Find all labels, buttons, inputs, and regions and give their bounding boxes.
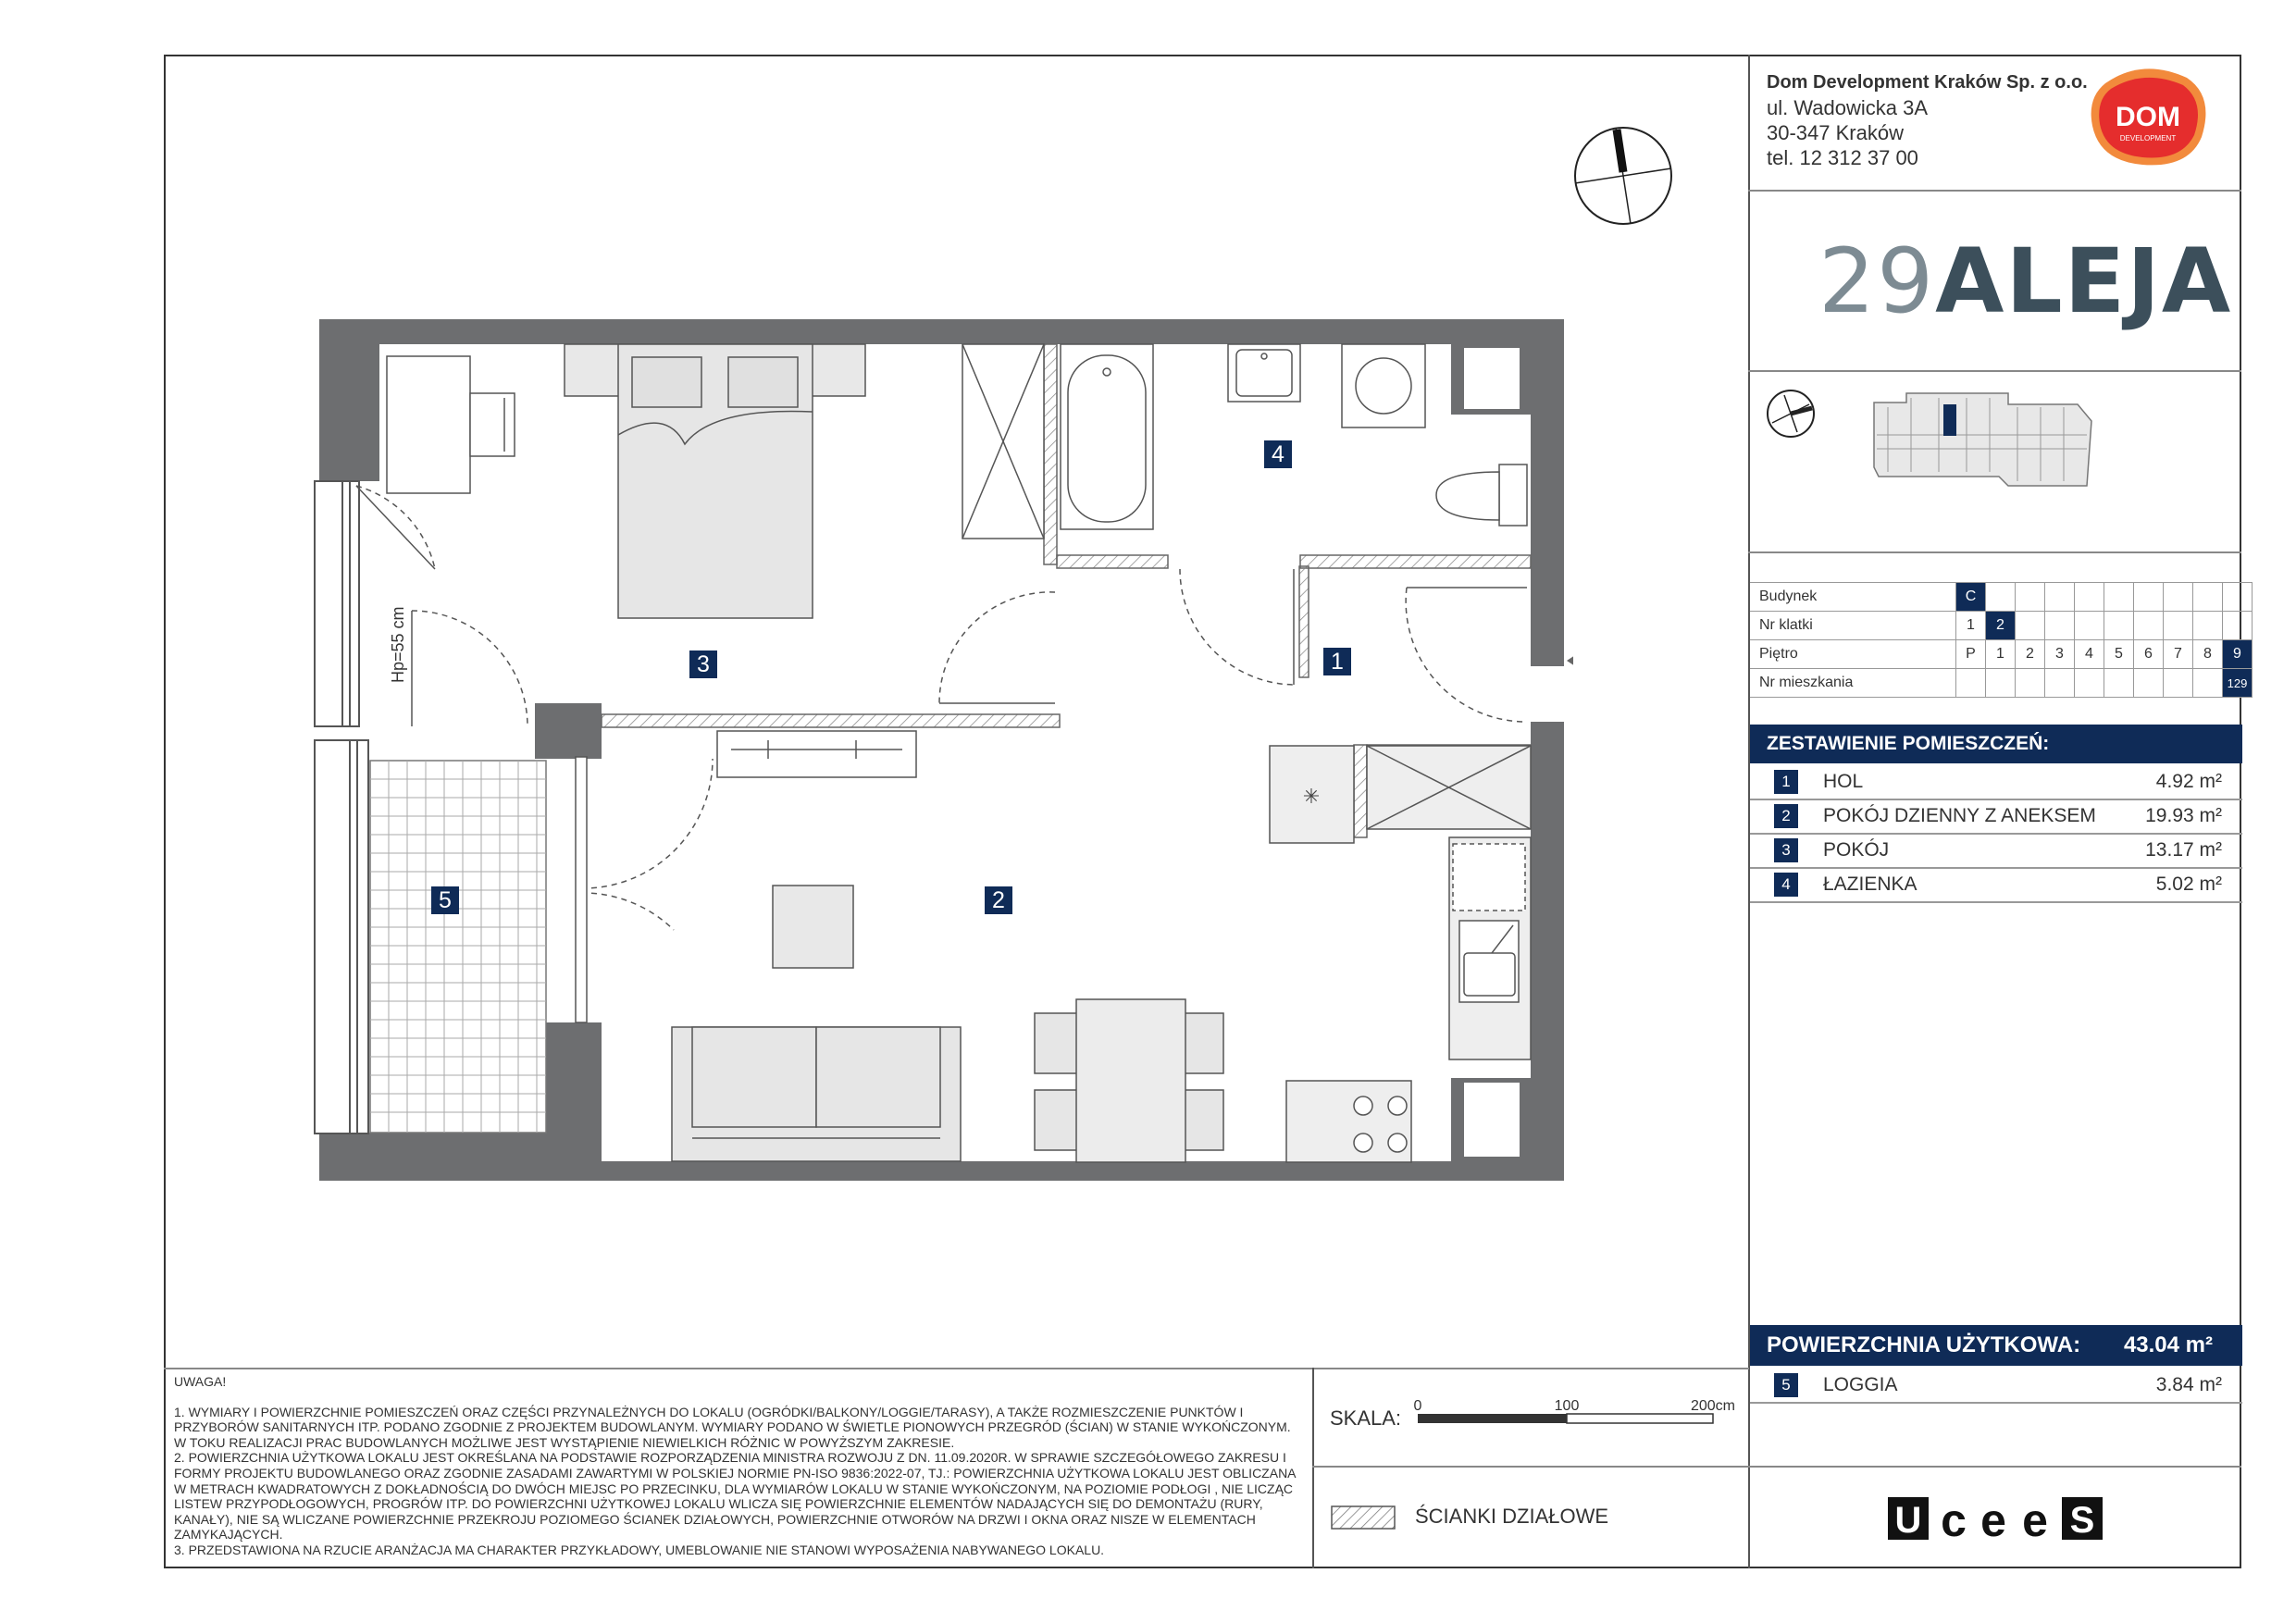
keyplan-divider bbox=[1748, 551, 2241, 553]
room-row bbox=[1750, 834, 2242, 869]
dom-logo-text: DOM bbox=[2116, 102, 2180, 132]
building-outline bbox=[1874, 393, 2091, 486]
room-number-badge: 2 bbox=[1774, 804, 1798, 828]
plan-room-label: 5 bbox=[431, 886, 459, 914]
floor-option: 1 bbox=[1986, 640, 2016, 669]
building-label: Budynek bbox=[1750, 583, 1956, 612]
building-value: C bbox=[1956, 583, 1986, 612]
tv-shelf bbox=[717, 731, 916, 777]
scale-tick-100: 100 bbox=[1554, 1398, 1580, 1414]
washing-machine bbox=[1342, 344, 1425, 427]
plan-room-label: 3 bbox=[689, 650, 717, 678]
company-city: 30-347 Kraków bbox=[1767, 121, 1904, 144]
usable-area-value: 43.04 m² bbox=[2123, 1332, 2213, 1357]
floor-plan bbox=[305, 315, 1573, 1194]
plan-room-label: 1 bbox=[1323, 648, 1351, 675]
floor-option: 2 bbox=[2016, 640, 2045, 669]
ucees-logo bbox=[1886, 1493, 2113, 1545]
room-name: POKÓJ bbox=[1823, 839, 1890, 861]
apartment-number: 129 bbox=[2223, 669, 2253, 698]
room-area: 13.17 m² bbox=[2145, 839, 2222, 861]
plan-room-label: 2 bbox=[985, 886, 1012, 914]
svg-text:✳: ✳ bbox=[1302, 785, 1321, 808]
company-name: Dom Development Kraków Sp. z o.o. bbox=[1767, 72, 2088, 93]
keyplan-apartment-highlight bbox=[1943, 404, 1956, 436]
key-plan bbox=[1758, 384, 2240, 541]
company-info bbox=[1767, 70, 2088, 170]
ucees-letter: e bbox=[1980, 1494, 2006, 1545]
floor-option: 4 bbox=[2075, 640, 2104, 669]
room-number-badge: 3 bbox=[1774, 838, 1798, 862]
scale-tick-0: 0 bbox=[1413, 1398, 1422, 1414]
rooms-header: ZESTAWIENIE POMIESZCZEŃ: bbox=[1750, 725, 2242, 763]
wardrobe bbox=[962, 344, 1044, 539]
bed bbox=[565, 344, 865, 618]
keyplan-compass-icon bbox=[1768, 390, 1814, 437]
room-area: 3.84 m² bbox=[2155, 1374, 2222, 1395]
note-item: 1. WYMIARY I POWIERZCHNIE POMIESZCZEŃ ORAZ CZĘŚCI PRZYNALEŻNYCH DO LOKALU (OGRÓDKI/BALKONY/LOGGIE/TARASY), A TAKŻE ROZMIESZCZENIE PUNKTÓW I PRZYBORÓW SANITARNYCH ITP. PODANO ZGODNIE Z PROJEKTEM BUDOWLANYM. WYMIARY PODANO W ŚWIETLE PIONOWYCH PRZEGRÓD (ŚCIAN) W STANIE WYKOŃCZONYM. W TOKU REALIZACJI PRAC BUDOWLANYCH MOŻLIWE JEST WYSTĄPIENIE NIEWIELKICH RÓŻNIC W POWYŻSZYM ZAKRESIE. bbox=[174, 1404, 1291, 1450]
note-item: 3. PRZEDSTAWIONA NA RZUCIE ARANŻACJA MA CHARAKTER PRZYKŁADOWY, UMEBLOWANIE NIE STANOWI WYPOSAŻENIA NABYWANEGO LOKALU. bbox=[174, 1542, 1105, 1557]
room-area: 4.92 m² bbox=[2155, 771, 2222, 792]
toilet bbox=[1436, 465, 1527, 526]
entrance-arrow-icon bbox=[1567, 644, 1573, 677]
floor-option: 5 bbox=[2104, 640, 2134, 669]
floor-row bbox=[1750, 640, 2253, 669]
partition-wall-legend-icon bbox=[1331, 1505, 1396, 1530]
dom-logo-subtext: DEVELOPMENT bbox=[2119, 134, 2177, 142]
stair-label: Nr klatki bbox=[1750, 612, 1956, 640]
project-logo-name: ALEJA bbox=[1935, 229, 2233, 333]
extra-room-row bbox=[1750, 1369, 2242, 1404]
room-name: LOGGIA bbox=[1823, 1374, 1898, 1395]
dom-development-logo bbox=[2087, 65, 2216, 174]
ucees-letter: U bbox=[1894, 1500, 1922, 1541]
floor-option: 8 bbox=[2193, 640, 2223, 669]
scale-bar bbox=[1411, 1394, 1744, 1431]
building-row bbox=[1750, 583, 2253, 612]
scale-divider bbox=[1312, 1368, 1314, 1568]
room-number-badge: 1 bbox=[1774, 770, 1798, 794]
desk bbox=[387, 356, 515, 493]
window-left bbox=[315, 481, 368, 1134]
room-row bbox=[1750, 765, 2242, 800]
floor-option: 3 bbox=[2045, 640, 2075, 669]
company-street: ul. Wadowicka 3A bbox=[1767, 96, 1929, 119]
notes-title: UWAGA! bbox=[174, 1374, 227, 1389]
floor-option: P bbox=[1956, 640, 1986, 669]
ucees-letter: c bbox=[1941, 1494, 1967, 1545]
bottom-divider bbox=[164, 1368, 1749, 1369]
floor-option: 6 bbox=[2134, 640, 2164, 669]
height-note: Hp=55 cm bbox=[389, 606, 407, 683]
floor-option-selected: 9 bbox=[2223, 640, 2253, 669]
usable-area-bar bbox=[1750, 1325, 2242, 1366]
notes-block bbox=[174, 1374, 1303, 1558]
plan-room-label: 4 bbox=[1264, 440, 1292, 468]
floor-label: Piętro bbox=[1750, 640, 1956, 669]
compass-icon bbox=[1566, 118, 1681, 233]
scale-label: SKALA: bbox=[1330, 1406, 1402, 1430]
room-area: 5.02 m² bbox=[2155, 873, 2222, 895]
stair-row bbox=[1750, 612, 2253, 640]
room-row bbox=[1750, 799, 2242, 835]
logo-divider bbox=[1748, 370, 2241, 372]
floor-option: 7 bbox=[2164, 640, 2193, 669]
apartment-label: Nr mieszkania bbox=[1750, 669, 1956, 698]
ucees-letter: S bbox=[2069, 1500, 2095, 1541]
sofa bbox=[672, 1027, 961, 1161]
bathroom-sink bbox=[1228, 344, 1300, 402]
room-name: ŁAZIENKA bbox=[1823, 873, 1917, 895]
project-logo-number: 29 bbox=[1818, 229, 1936, 333]
room-area: 19.93 m² bbox=[2145, 805, 2222, 826]
usable-area-label: POWIERZCHNIA UŻYTKOWA: bbox=[1767, 1332, 2081, 1357]
legend-label: ŚCIANKI DZIAŁOWE bbox=[1415, 1505, 1609, 1528]
room-name: HOL bbox=[1823, 771, 1864, 792]
header-divider bbox=[1748, 190, 2241, 192]
company-phone: tel. 12 312 37 00 bbox=[1767, 146, 1918, 169]
room-number-badge: 5 bbox=[1774, 1373, 1798, 1397]
coffee-table bbox=[773, 886, 853, 968]
stair-option: 1 bbox=[1956, 612, 1986, 640]
room-row bbox=[1750, 868, 2242, 903]
room-number-badge: 4 bbox=[1774, 873, 1798, 897]
loggia-floor bbox=[370, 761, 546, 1133]
project-logo bbox=[1818, 229, 2232, 333]
room-name: POKÓJ DZIENNY Z ANEKSEM bbox=[1823, 805, 2096, 826]
ucees-letter: e bbox=[2022, 1494, 2048, 1545]
apartment-info-table bbox=[1750, 582, 2253, 698]
bathtub bbox=[1061, 344, 1153, 529]
stair-option-selected: 2 bbox=[1986, 612, 2016, 640]
dining-table bbox=[1035, 999, 1223, 1162]
apartment-row bbox=[1750, 669, 2253, 698]
note-item: 2. POWIERZCHNIA UŻYTKOWA LOKALU JEST OKREŚLANA NA PODSTAWIE ROZPORZĄDZENIA MINISTRA ROZWOJU Z DN. 11.09.2020R. W SPRAWIE SZCZEGÓŁOWEGO ZAKRESU I FORMY PROJEKTU BUDOWLANEGO ORAZ ZGODNIE ZASADAMI ZAWARTYMI W POLSKIEJ NORMIE PN-ISO 9836:2022-07, TJ.: POWIERZCHNIA UŻYTKOWA LOKALU JEST OBLICZANA W METRACH KWADRATOWYCH Z DOKŁADNOŚCIĄ DO DWÓCH MIEJSC PO PRZECINKU, DLA WYMIARÓW LOKALU W STANIE WYKOŃCZONYM, NA POZIOMIE PODŁOGI , NIE LICZĄC LISTEW PRZYPODŁOGOWYCH, PROGRÓW ITP. DO POWIERZCHNI UŻYTKOWEJ LOKALU WLICZA SIĘ POWIERZCHNIE ELEMENTÓW NADAJĄCYCH SIĘ DO DEMONTAŻU (RURY, KANAŁY), NIE SĄ WLICZANE POWIERZCHNIE PRZEKROJU POZIOMEGO ŚCIANEK DZIAŁOWYCH, POWIERZCHNIE OTWORÓW NA DRZWI I OKNA ORAZ NISZE W ELEMENTACH ZAMYKAJĄCYCH. bbox=[174, 1450, 1296, 1542]
extra-rooms-end bbox=[1748, 1466, 2241, 1468]
scale-tick-200: 200cm bbox=[1690, 1398, 1736, 1414]
